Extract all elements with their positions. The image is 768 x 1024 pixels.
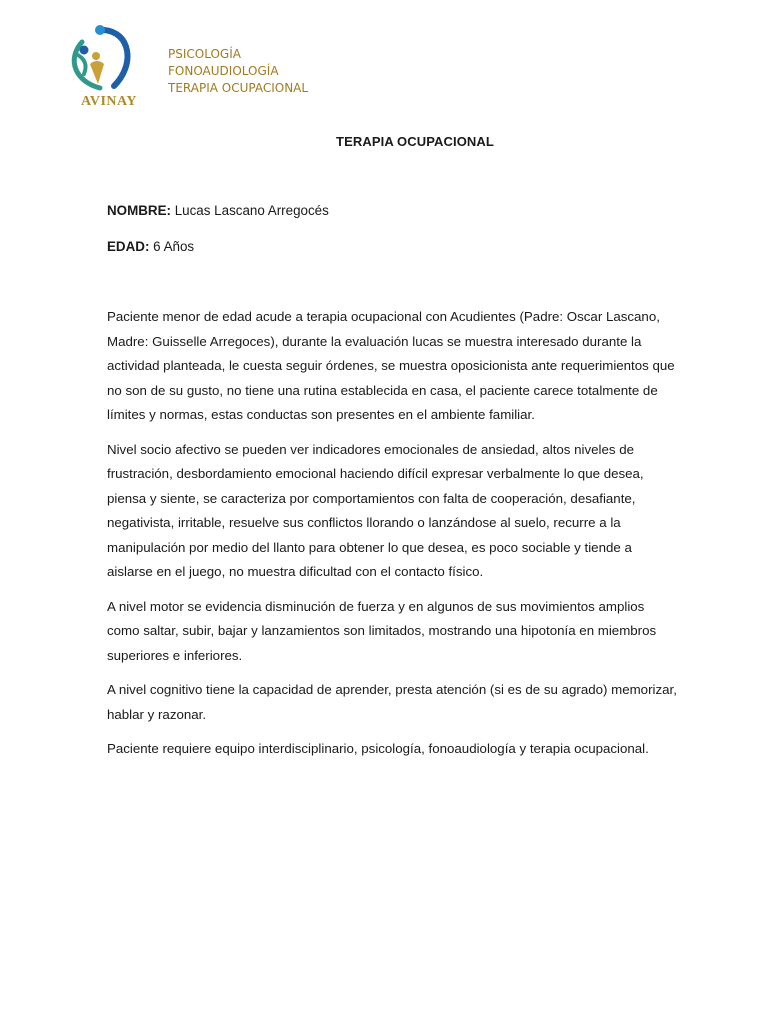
paragraph-socio-affective: Nivel socio afectivo se pueden ver indicadores emocionales de ansiedad, altos niveles de frustración, desbordamiento emocional haciendo difícil expresar verbalmente lo que desea, piensa y siente, se caracteriza por comportamientos con falta de cooperación, desafiante, negativista, irritable, resuelve sus conflictos llorando o lanzándose al suelo, recurre a la manipulación por medio del llanto para obtener lo que desea, es poco sociable y tiende a aislarse en el juego, no muestra dificultad con el contacto físico. (107, 441, 644, 579)
name-value: Lucas Lascano Arregocés (174, 203, 329, 218)
paragraph-evaluation: Paciente menor de edad acude a terapia ocupacional con Acudientes (Padre: Oscar Lascano, Madre: Guisselle Arregoces), durante la evaluación lucas se muestra interesado durante la actividad planteada, le cuesta seguir órdenes, se muestra oposicionista ante requerimientos que no son de su gusto, no tiene una rutina establecida en casa, el paciente carece totalmente de límites y normas, estas conductas son presentes en el ambiente familiar. (107, 309, 675, 422)
paragraph-cognitive: A nivel cognitivo tiene la capacidad de aprender, presta atención (si es de su agrado) memorizar, hablar y razonar. (107, 682, 677, 722)
name-field (107, 203, 329, 218)
service-fonoaudiologia: FONOAUDIOLOGÍA (168, 64, 279, 78)
name-label: NOMBRE: (107, 203, 171, 218)
age-label: EDAD: (107, 239, 150, 254)
logo-text: AVINAY (81, 94, 137, 109)
service-terapia-ocupacional: TERAPIA OCUPACIONAL (168, 81, 309, 95)
avinay-logo-icon (64, 24, 154, 94)
paragraph-motor: A nivel motor se evidencia disminución de fuerza y en algunos de sus movimientos amplios como saltar, subir, bajar y lanzamientos son limitados, mostrando una hipotonía en miembros superiores e inferiores. (107, 598, 657, 663)
age-value: 6 Años (153, 239, 195, 254)
age-field (107, 239, 194, 254)
service-psicologia: PSICOLOGÍA (168, 47, 241, 61)
paragraph-recommendation: Paciente requiere equipo interdisciplinario, psicología, fonoaudiología y terapia ocupacional. (107, 741, 649, 756)
document-body (107, 305, 677, 772)
document-title: TERAPIA OCUPACIONAL (336, 134, 494, 149)
header-services (168, 46, 308, 97)
avinay-logo (64, 24, 154, 116)
